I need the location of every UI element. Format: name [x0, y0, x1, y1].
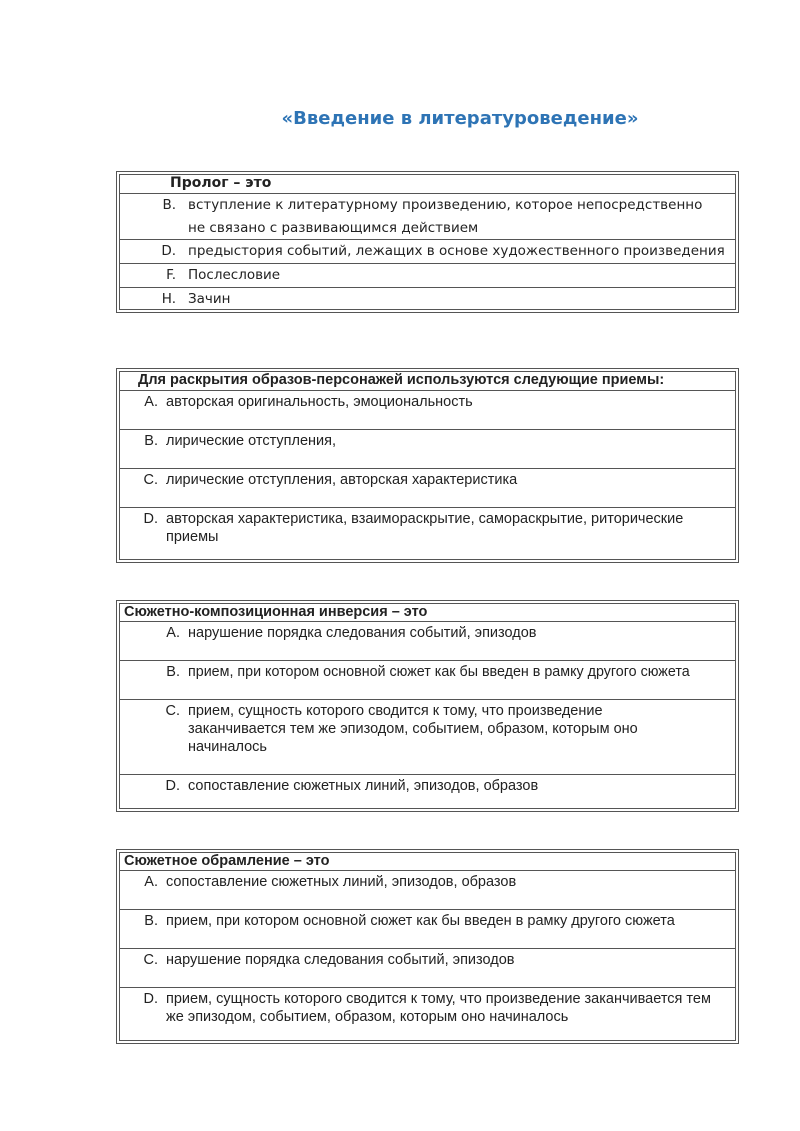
question-heading: Пролог – это [120, 172, 735, 194]
option-text: лирические отступления, [166, 433, 337, 449]
answer-option[interactable] [120, 391, 735, 430]
question-table-framing [116, 849, 739, 1044]
option-text: вступление к литературному произведению, которое непосредственно не связано с развивающимся действием [188, 197, 703, 236]
option-text: предыстория событий, лежащих в основе художественного произведения [188, 243, 725, 259]
answer-option[interactable] [120, 508, 735, 562]
option-letter: D. [165, 778, 180, 794]
option-text: нарушение порядка следования событий, эпизодов [188, 625, 537, 641]
question-heading: Сюжетно-композиционная инверсия – это [120, 601, 735, 622]
question-heading: Для раскрытия образов-персонажей используются следующие приемы: [120, 369, 735, 391]
option-text: прием, при котором основной сюжет как бы введен в рамку другого сюжета [166, 913, 675, 929]
option-text: сопоставление сюжетных линий, эпизодов, образов [188, 778, 539, 794]
option-text: сопоставление сюжетных линий, эпизодов, образов [166, 874, 517, 890]
answer-option[interactable] [120, 700, 735, 775]
option-text: прием, сущность которого сводится к тому, что произведение заканчивается тем же эпизодом, событием, образом, которым оно начиналось [188, 703, 638, 755]
answer-option[interactable] [120, 949, 735, 988]
option-letter: D. [143, 991, 158, 1007]
option-letter: B. [166, 664, 180, 680]
question-table-prologue [116, 171, 739, 313]
answer-option[interactable] [120, 469, 735, 508]
answer-option[interactable] [120, 775, 735, 811]
document-title: «Введение в литературоведение» [281, 108, 639, 129]
option-text: авторская оригинальность, эмоциональность [166, 394, 473, 410]
answer-option[interactable] [120, 288, 735, 312]
answer-option[interactable] [120, 194, 735, 240]
option-letter: F. [166, 267, 176, 283]
answer-option[interactable] [120, 264, 735, 288]
answer-option[interactable] [120, 622, 735, 661]
option-text: прием, сущность которого сводится к тому, что произведение заканчивается тем же эпизодом, событием, образом, которым оно начиналось [166, 991, 711, 1025]
question-table-inversion [116, 600, 739, 812]
option-letter: B. [144, 433, 158, 449]
question-table-character-techniques [116, 368, 739, 563]
option-text: Послесловие [188, 267, 281, 283]
answer-option[interactable] [120, 988, 735, 1042]
option-letter: B. [144, 913, 158, 929]
answer-option[interactable] [120, 661, 735, 700]
option-letter: H. [161, 291, 176, 307]
option-letter: D. [143, 511, 158, 527]
option-letter: D. [161, 243, 176, 259]
answer-option[interactable] [120, 910, 735, 949]
option-letter: B. [162, 197, 176, 213]
answer-option[interactable] [120, 430, 735, 469]
option-text: лирические отступления, авторская характеристика [166, 472, 518, 488]
option-text: Зачин [188, 291, 231, 307]
option-letter: A. [166, 625, 180, 641]
answer-option[interactable] [120, 871, 735, 910]
option-text: прием, при котором основной сюжет как бы введен в рамку другого сюжета [188, 664, 690, 680]
option-letter: A. [144, 394, 158, 410]
option-letter: C. [143, 472, 158, 488]
option-letter: A. [144, 874, 158, 890]
option-text: авторская характеристика, взаимораскрытие, самораскрытие, риторические приемы [166, 511, 684, 545]
option-letter: C. [143, 952, 158, 968]
answer-option[interactable] [120, 240, 735, 264]
option-letter: C. [165, 703, 180, 719]
question-heading: Сюжетное обрамление – это [120, 850, 735, 871]
option-text: нарушение порядка следования событий, эпизодов [166, 952, 515, 968]
